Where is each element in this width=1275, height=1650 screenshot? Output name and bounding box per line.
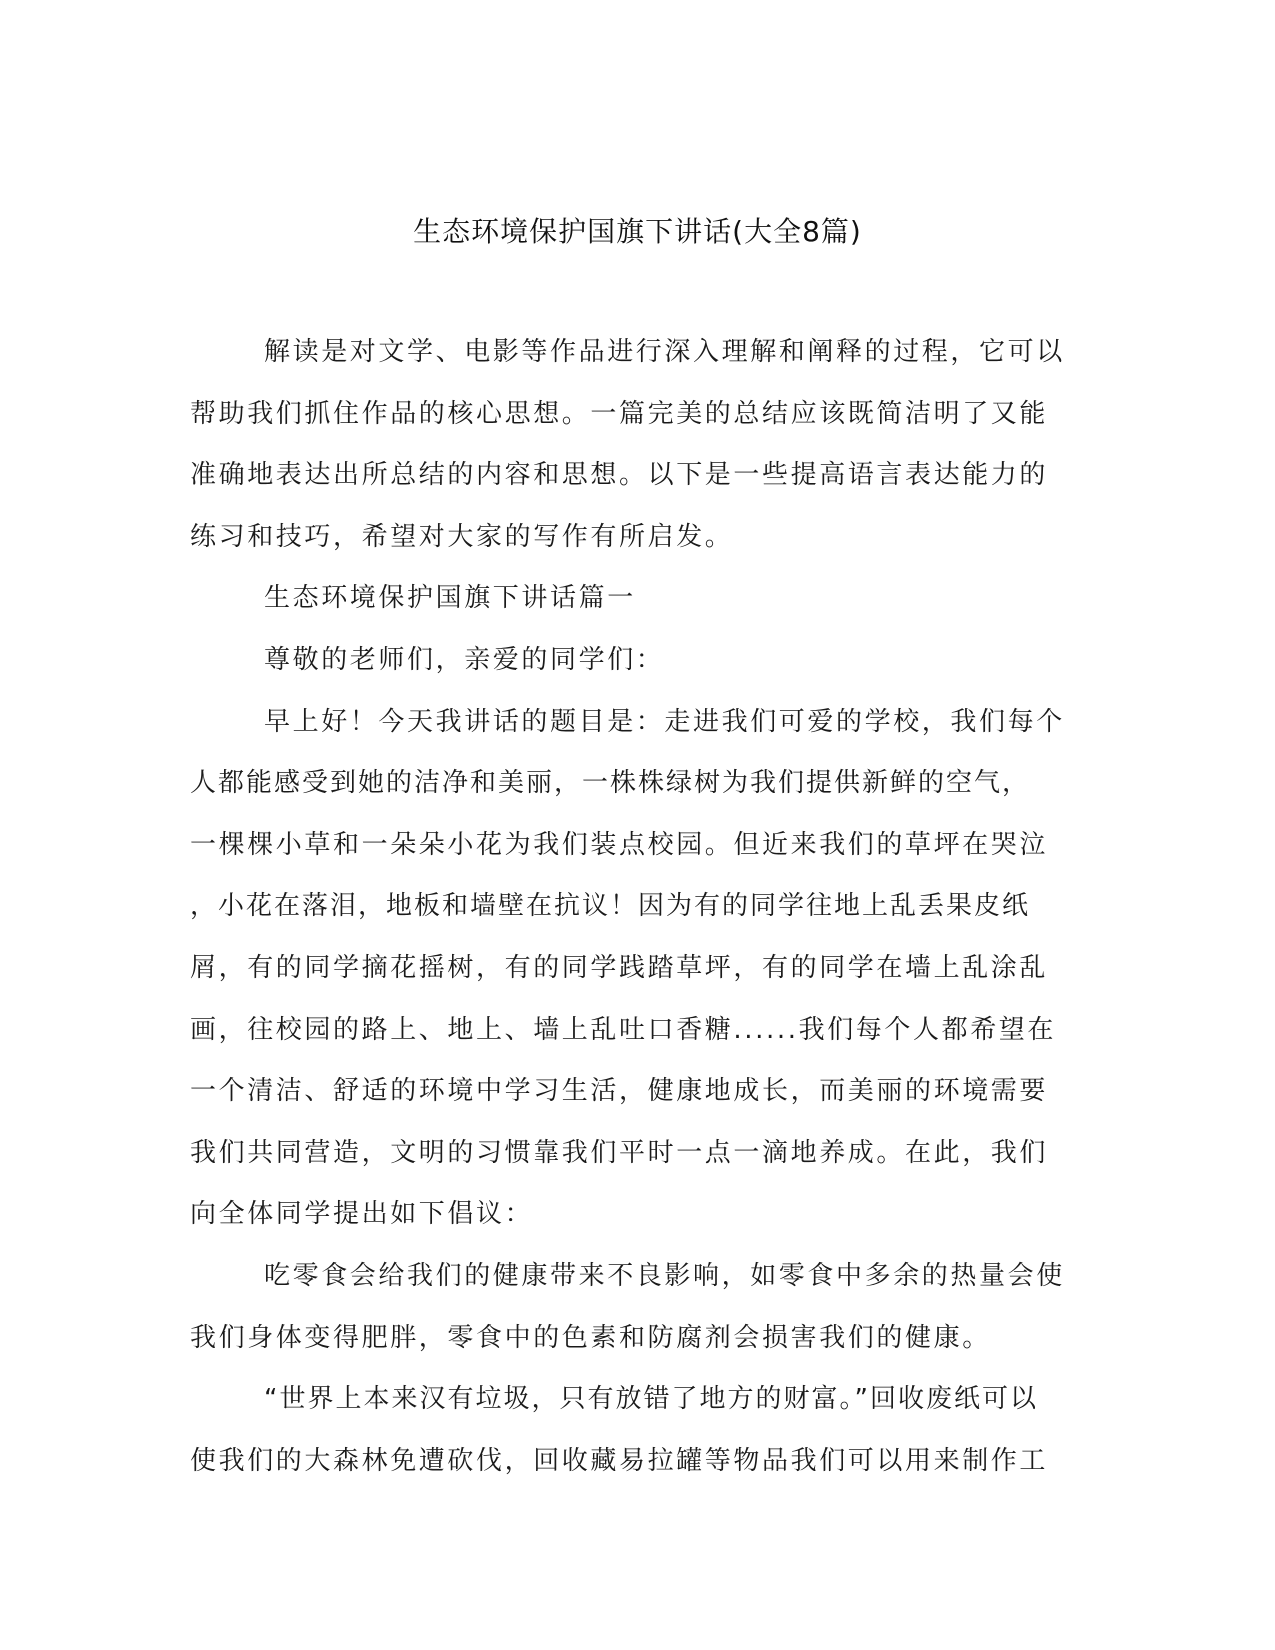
body-line: 画，往校园的路上、地上、墙上乱吐口香糖......我们每个人都希望在 (190, 1014, 1056, 1045)
body-line: “世界上本来汉有垃圾，只有放错了地方的财富。”回收废纸可以 (264, 1384, 1038, 1415)
body-line: 练习和技巧，希望对大家的写作有所启发。 (190, 521, 734, 552)
section-heading: 生态环境保护国旗下讲话篇一 (264, 583, 636, 614)
body-line: 人都能感受到她的洁净和美丽，一株株绿树为我们提供新鲜的空气， (190, 768, 1031, 799)
body-line: 我们共同营造，文明的习惯靠我们平时一点一滴地养成。在此，我们 (190, 1137, 1049, 1168)
body-line: 一个清洁、舒适的环境中学习生活，健康地成长，而美丽的环境需要 (190, 1076, 1049, 1107)
body-line: ，小花在落泪，地板和墙壁在抗议！因为有的同学往地上乱丢果皮纸 (190, 891, 1031, 922)
body-line: 使我们的大森林免遭砍伐，回收藏易拉罐等物品我们可以用来制作工 (190, 1445, 1049, 1476)
body-line: 我们身体变得肥胖，零食中的色素和防腐剂会损害我们的健康。 (190, 1322, 991, 1353)
document-body (190, 322, 1080, 1492)
body-line: 向全体同学提出如下倡议： (190, 1199, 534, 1230)
body-line: 准确地表达出所总结的内容和思想。以下是一些提高语言表达能力的 (190, 460, 1049, 491)
body-line: 解读是对文学、电影等作品进行深入理解和阐释的过程，它可以 (264, 337, 1065, 367)
body-line: 一棵棵小草和一朵朵小花为我们装点校园。但近来我们的草坪在哭泣 (190, 829, 1049, 860)
body-line: 吃零食会给我们的健康带来不良影响，如零食中多余的热量会使 (264, 1260, 1065, 1291)
document-title: 生态环境保护国旗下讲话(大全8篇) (413, 215, 862, 248)
body-line: 屑，有的同学摘花摇树，有的同学践踏草坪，有的同学在墙上乱涂乱 (190, 952, 1049, 983)
salutation: 尊敬的老师们，亲爱的同学们： (264, 644, 665, 675)
body-line: 帮助我们抓住作品的核心思想。一篇完美的总结应该既简洁明了又能 (190, 398, 1049, 429)
body-line: 早上好！今天我讲话的题目是：走进我们可爱的学校，我们每个 (264, 706, 1065, 737)
